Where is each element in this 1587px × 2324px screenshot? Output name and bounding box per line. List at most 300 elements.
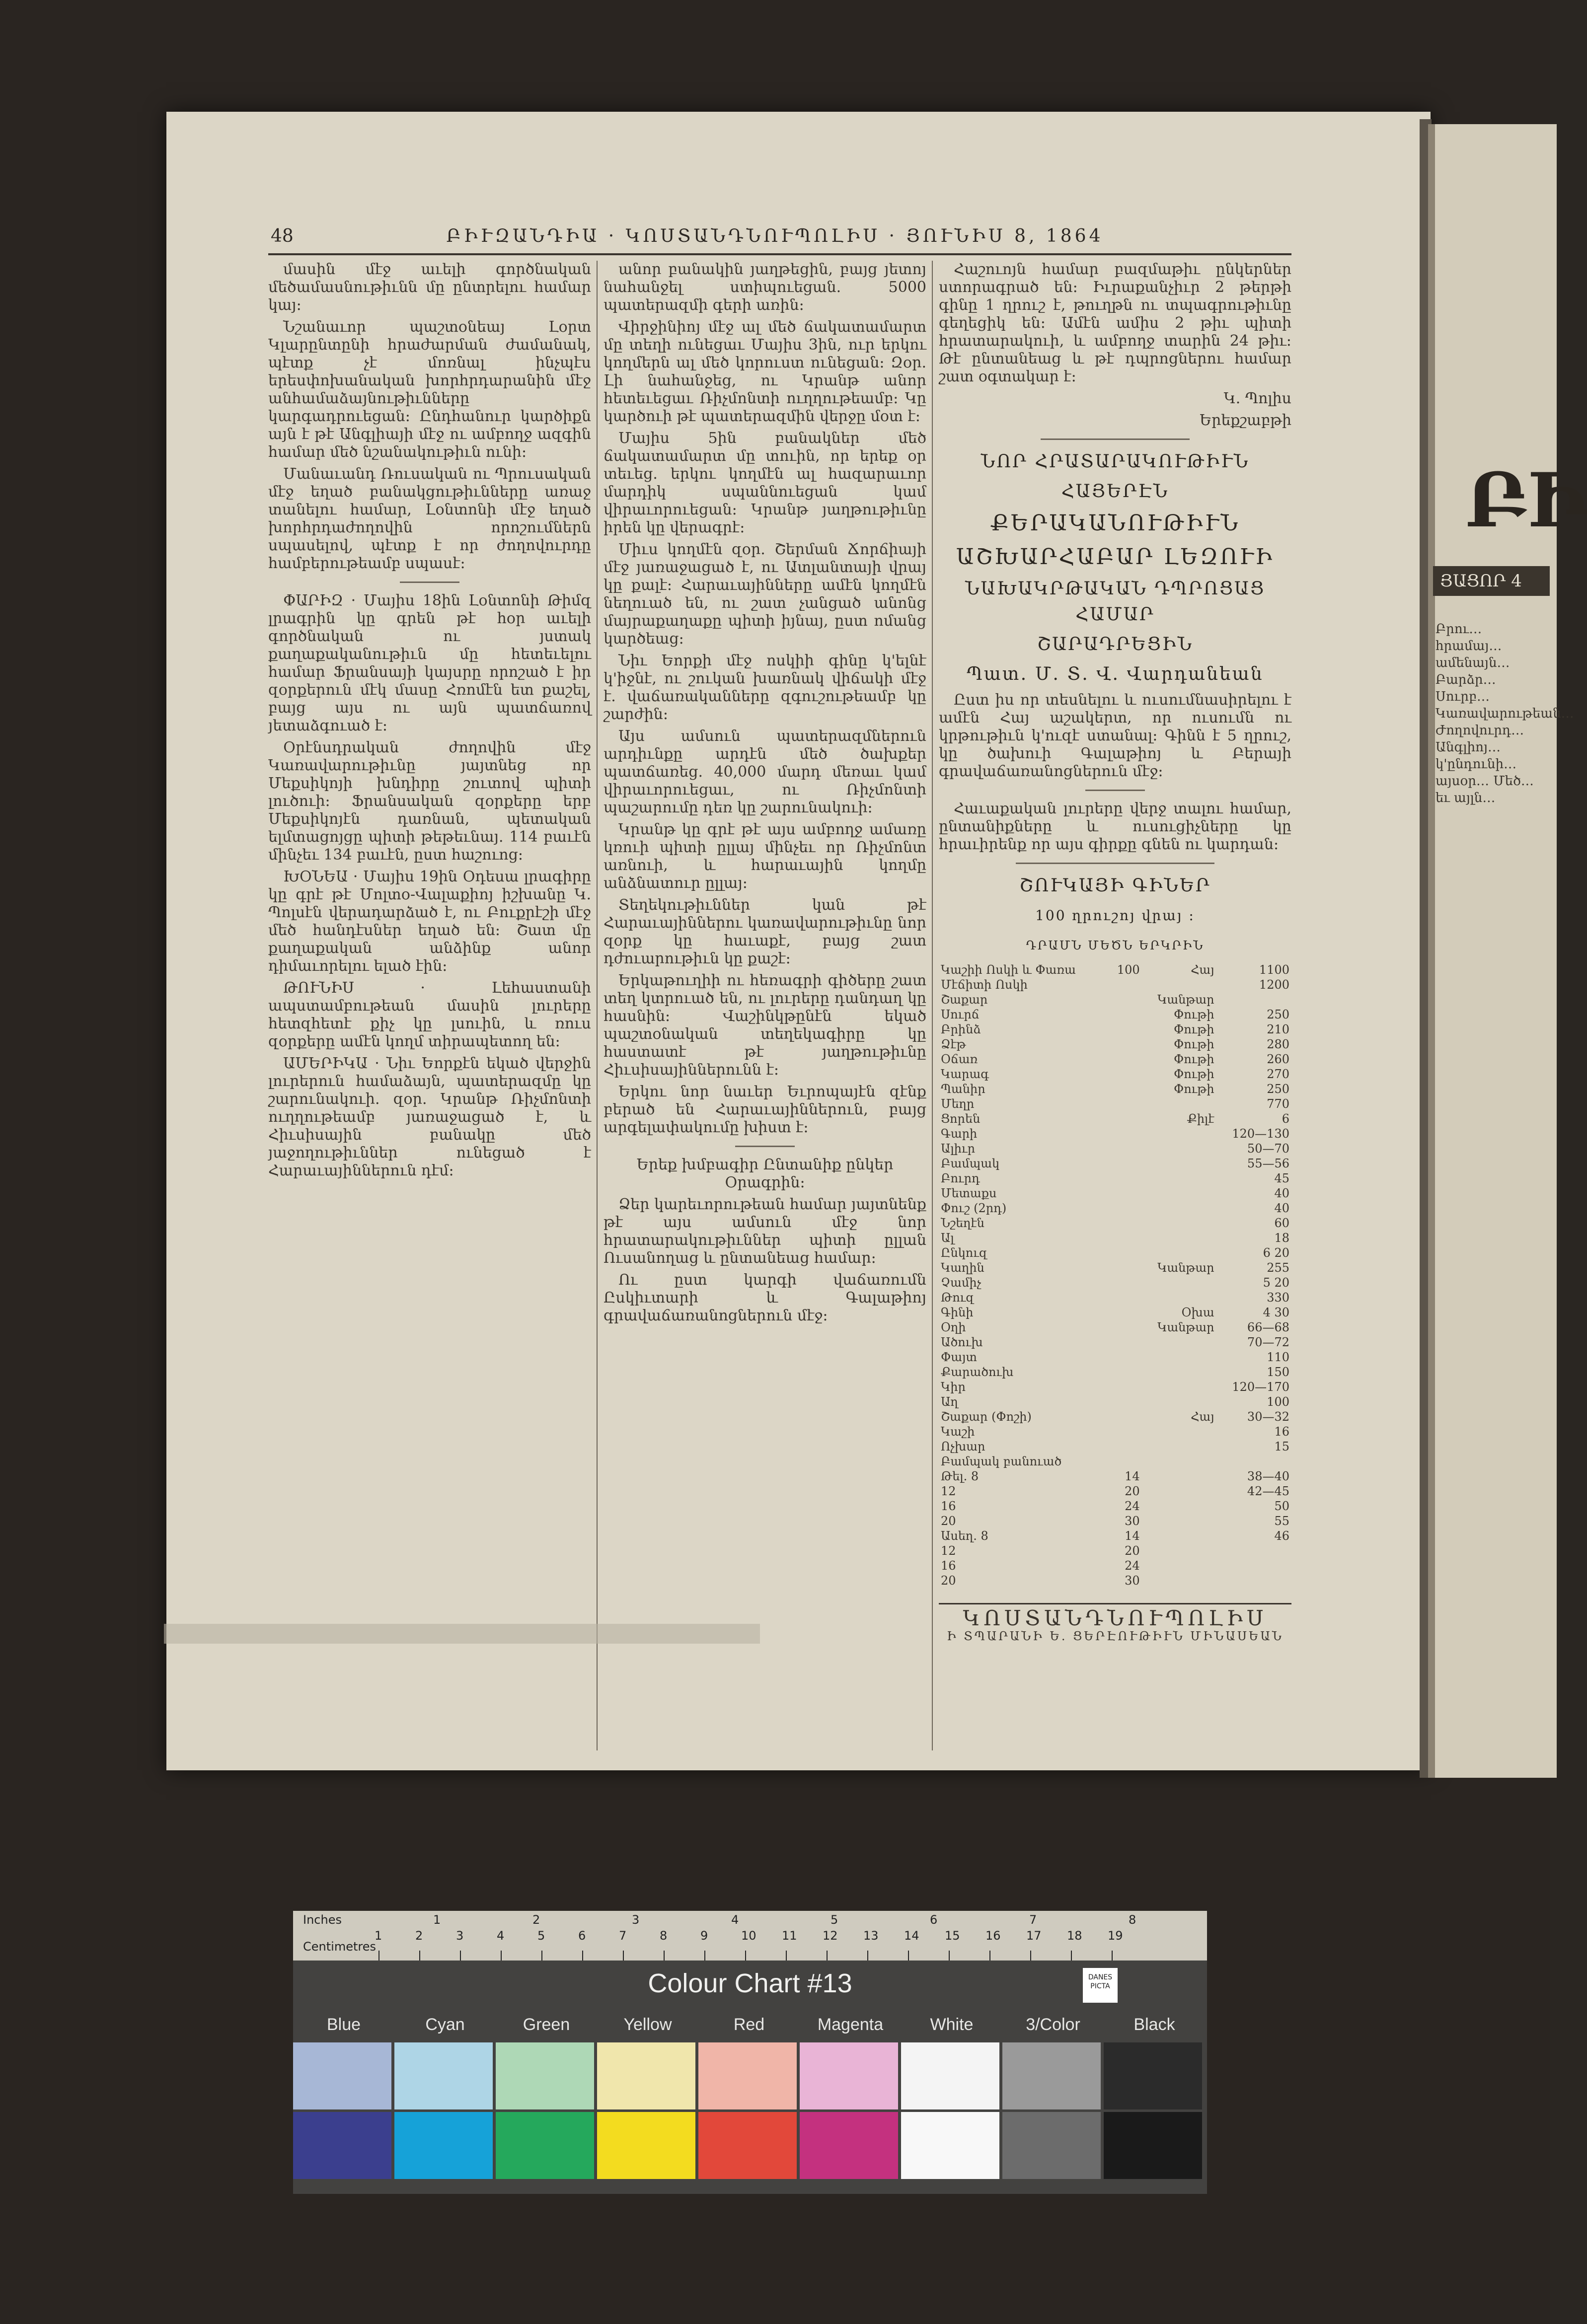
price-cell bbox=[1142, 1216, 1216, 1231]
price-cell: Բամպակ bbox=[941, 1157, 1000, 1170]
price-cell bbox=[1216, 1454, 1291, 1469]
ruler-inch-mark: 8 bbox=[1129, 1913, 1136, 1927]
price-row bbox=[939, 992, 1291, 1007]
price-cell: 24 bbox=[1125, 1499, 1140, 1513]
facing-page-masthead: ԲԻ bbox=[1465, 457, 1587, 544]
price-cell: 250 bbox=[1267, 1082, 1289, 1096]
ruler-tick bbox=[1030, 1951, 1031, 1961]
price-cell bbox=[1142, 1096, 1216, 1111]
swatch-tint bbox=[293, 2042, 391, 2109]
ruler-inch-mark: 7 bbox=[1029, 1913, 1037, 1927]
ruler-cm-mark: 16 bbox=[985, 1929, 1001, 1943]
price-cell: 50—70 bbox=[1247, 1142, 1289, 1156]
price-cell bbox=[1142, 1350, 1216, 1365]
price-cell: Քարածուխ bbox=[941, 1365, 1014, 1379]
colour-chart bbox=[293, 1911, 1207, 2194]
swatch-tint bbox=[698, 2042, 797, 2109]
prices-subtitle: 100 ղրուշոյ վրայ ։ bbox=[1035, 907, 1195, 924]
price-cell: 6 20 bbox=[1263, 1246, 1289, 1260]
price-cell: 250 bbox=[1267, 1008, 1289, 1021]
price-row bbox=[939, 1245, 1291, 1260]
price-row bbox=[939, 1231, 1291, 1245]
price-cell: Կաշի bbox=[941, 1425, 975, 1439]
ruler-cm-mark: 17 bbox=[1026, 1929, 1042, 1943]
price-cell bbox=[1109, 1260, 1142, 1275]
ruler-inch-mark: 6 bbox=[930, 1913, 938, 1927]
price-cell bbox=[1142, 1499, 1216, 1514]
price-cell bbox=[1142, 1156, 1216, 1171]
section-divider bbox=[400, 581, 459, 583]
paragraph: Երկաթուղիի ու հեռագրի գիծերը շատ տեղ կտրուած են, ու լուրերը դանդաղ կը հասնին։ Վաշինկթընէն եկած պաշտօնական տեղեկագիրը կը հաստատէ թէ յաղթութիւնը Հիւսիսայիններունն է։ bbox=[604, 972, 926, 1079]
swatch-tint bbox=[597, 2042, 695, 2109]
swatch-label: White bbox=[930, 2015, 974, 2034]
price-cell: 20 bbox=[941, 1514, 956, 1528]
ruler-tick bbox=[908, 1951, 909, 1961]
ruler-tick bbox=[786, 1951, 787, 1961]
swatch-solid bbox=[1104, 2112, 1202, 2179]
price-cell bbox=[1142, 1365, 1216, 1380]
price-row bbox=[939, 1007, 1291, 1022]
price-cell bbox=[1109, 1409, 1142, 1424]
price-cell bbox=[1142, 1171, 1216, 1186]
price-row bbox=[939, 1528, 1291, 1543]
price-cell: Ածուխ bbox=[941, 1335, 983, 1349]
price-cell bbox=[1142, 1126, 1216, 1141]
price-row bbox=[939, 1573, 1291, 1588]
swatch-solid bbox=[1002, 2112, 1101, 2179]
price-cell: Օճառ bbox=[941, 1052, 978, 1066]
price-cell: Գարի bbox=[941, 1127, 978, 1141]
price-cell: 770 bbox=[1267, 1097, 1289, 1111]
paragraph: Ձեր կարեւորութեան համար յայտնենք թէ այս ամսուն մէջ նոր հրատարակութիւններ պիտի ըլլան Ուսանողաց և ընտանեաց համար։ bbox=[604, 1196, 926, 1267]
price-cell bbox=[1109, 992, 1142, 1007]
paragraph: Հաշուոյն համար բազմաթիւ ընկերներ ստորագրած են։ Իւրաքանչիւր 2 թերթի գինը 1 ղրուշ է, թուղթն ու տպագրութիւնը գեղեցիկ են։ Ամէն ամիս 2 թիւ պիտի հրատարակուի, և ամբողջ տարին 24 թիւ։ Թէ ընտանեաց և թէ դպրոցներու համար շատ օգտակար է։ bbox=[939, 261, 1291, 385]
price-cell: 40 bbox=[1274, 1201, 1289, 1215]
price-row bbox=[939, 1186, 1291, 1201]
paragraph: ԹՈՒՆԻՍ · Լեհաստանի ապստամբութեան մասին լուրերը հետզհետէ քիչ կը լսուին, և ռուս զօրքերը ամէն կողմ տիրապետող են։ bbox=[268, 979, 591, 1050]
price-cell: Գինի bbox=[941, 1306, 974, 1319]
price-cell: 120—170 bbox=[1232, 1380, 1289, 1394]
signature: Երեքշաբթի bbox=[1200, 412, 1291, 429]
section-divider bbox=[1085, 790, 1145, 791]
page-edge-tear bbox=[164, 1624, 760, 1644]
price-row bbox=[939, 977, 1291, 992]
price-cell: 46 bbox=[1274, 1529, 1289, 1543]
price-cell: 100 bbox=[1117, 963, 1140, 977]
ruler-cm-mark: 18 bbox=[1067, 1929, 1082, 1943]
price-cell: Բուրդ bbox=[941, 1171, 980, 1185]
imprint bbox=[939, 1603, 1291, 1645]
column-3 bbox=[939, 261, 1291, 1750]
swatch-label: 3/Color bbox=[1026, 2015, 1080, 2034]
price-row bbox=[939, 962, 1291, 977]
price-cell: 42—45 bbox=[1247, 1484, 1289, 1498]
price-cell bbox=[1109, 1320, 1142, 1335]
price-row bbox=[939, 1290, 1291, 1305]
swatch-tint bbox=[1002, 2042, 1101, 2109]
ruler bbox=[293, 1911, 1207, 1961]
price-cell: 16 bbox=[1274, 1425, 1289, 1439]
price-cell bbox=[1142, 1186, 1216, 1201]
price-cell bbox=[1142, 1543, 1216, 1558]
price-cell bbox=[1142, 1573, 1216, 1588]
ruler-cm-mark: 12 bbox=[823, 1929, 838, 1943]
price-cell: Բրինձ bbox=[941, 1022, 981, 1036]
price-cell bbox=[1109, 1141, 1142, 1156]
price-cell bbox=[1142, 1439, 1216, 1454]
masthead: ԲԻՒԶԱՆԴԻԱ · ԿՈՍՏԱՆԴՆՈՒՊՈԼԻՍ · ՅՈՒՆԻՍ 8, 1864 bbox=[446, 226, 1104, 246]
price-cell bbox=[1142, 1558, 1216, 1573]
signature: Կ. Պոլիս bbox=[1223, 390, 1291, 407]
swatch-label: Blue bbox=[326, 2015, 361, 2034]
price-cell bbox=[1142, 1335, 1216, 1350]
price-cell: Փութի bbox=[1173, 1052, 1214, 1066]
price-cell: Օխա bbox=[1181, 1306, 1214, 1319]
paragraph: անոր բանակին յաղթեցին, բայց յետոյ նահանջել ստիպուեցան. 5000 պատերազմի գերի առին։ bbox=[604, 261, 926, 314]
swatch-label: Yellow bbox=[623, 2015, 672, 2034]
ad-title: ՆՈՐ ՀՐԱՏԱՐԱԿՈՒԹԻՒՆ bbox=[981, 451, 1250, 472]
swatch-tint bbox=[496, 2042, 594, 2109]
price-cell bbox=[1109, 1454, 1142, 1469]
price-cell: Ասեղ. 8 bbox=[941, 1529, 988, 1543]
price-cell: 12 bbox=[941, 1544, 956, 1558]
ruler-cm-mark: 3 bbox=[456, 1929, 464, 1943]
swatch-solid bbox=[293, 2112, 391, 2179]
price-cell bbox=[1109, 1156, 1142, 1171]
swatch-tint bbox=[394, 2042, 493, 2109]
price-cell bbox=[1109, 977, 1142, 992]
price-cell bbox=[1109, 1052, 1142, 1067]
prices-title: ՇՈՒԿԱՅԻ ԳԻՆԵՐ bbox=[1019, 875, 1211, 896]
ruler-cm-mark: 14 bbox=[904, 1929, 919, 1943]
price-cell bbox=[1109, 1037, 1142, 1052]
price-cell: Փութի bbox=[1173, 1037, 1214, 1051]
paragraph: Մանաւանդ Ռուսական ու Պրուսական մէջ եղած բանակցութիւնները առաջ տանելու համար, Լօնտոնի մէջ եղած խորհրդաժողովին որոշումներն սպասելով, պէտք է որ ժողովուրդը համբերութեամբ սպասէ։ bbox=[268, 465, 591, 572]
ad-title: ՆԱԽԱԿՐԹԱԿԱՆ ԴՊՐՈՑԱՑ ՀԱՄԱՐ bbox=[965, 579, 1266, 625]
facing-page-text: Բրու… հրամայ… ամենայն… Բարձր… Սուրբ… Կառավարութեան… Ժողովուրդ… Անգլիոյ… կ'ընդունի… այսօր… Մեծ… եւ այլն… bbox=[1436, 622, 1574, 805]
paragraph: Օրէնսդրական ժողովին մէջ Կառավարութիւնը յայտնեց որ Մեքսիկոյի խնդիրը շուտով պիտի լուծուի։ Ֆրանսական զօրքերը երբ Մեքսիկոյէն դառնան, պետական ելմտացոյցը պիտի թեթեւնայ. 114 բաւէն մինչեւ 134 բաւէն, ըստ հաշուոց։ bbox=[268, 739, 591, 864]
ruler-tick bbox=[419, 1951, 420, 1961]
paragraph: Վիրջինիոյ մէջ ալ մեծ ճակատամարտ մը տեղի ունեցաւ Մայիս 3ին, ուր երկու կողմերն ալ մեծ կորուստ ունեցան։ Զօր. Լի նահանջեց, ու Կրանթ անոր հետեւեցաւ Ռիչմոնտի ուղղութեամբ։ Կը կարծուի թէ պատերազմին վերջը մօտ է։ bbox=[604, 318, 926, 425]
ruler-inch-mark: 1 bbox=[433, 1913, 441, 1927]
price-cell: Քիլէ bbox=[1187, 1112, 1214, 1126]
page-header bbox=[271, 226, 1279, 251]
ruler-cm-mark: 8 bbox=[660, 1929, 668, 1943]
column-1 bbox=[268, 261, 591, 1750]
price-cell: 270 bbox=[1267, 1067, 1289, 1081]
price-row bbox=[939, 1082, 1291, 1096]
price-cell bbox=[1142, 1469, 1216, 1484]
price-cell bbox=[1142, 1245, 1216, 1260]
price-cell: 12 bbox=[941, 1484, 956, 1498]
price-cell bbox=[1109, 1365, 1142, 1380]
price-cell bbox=[1142, 1275, 1216, 1290]
price-cell: Կարագ bbox=[941, 1067, 989, 1081]
price-row bbox=[939, 1469, 1291, 1484]
price-cell bbox=[1109, 1394, 1142, 1409]
price-cell: Ոչխար bbox=[941, 1440, 985, 1453]
price-cell: 100 bbox=[1267, 1395, 1289, 1409]
ruler-tick bbox=[664, 1951, 665, 1961]
price-cell: Կանթար bbox=[1157, 993, 1214, 1007]
price-row bbox=[939, 1201, 1291, 1216]
ruler-tick bbox=[827, 1951, 828, 1961]
paragraph: Միւս կողմէն զօր. Շերման Ճորճիայի մէջ յառաջացած է, ու Ատլանտայի վրայ կը քալէ։ Հարաւայինները ամէն կողմէն նեղուած են, ու շատ չանցած անոնց մայրաքաղաքը պիտի իյնայ, ըստ ոմանց կարծեաց։ bbox=[604, 541, 926, 648]
price-cell: Փութի bbox=[1173, 1082, 1214, 1096]
price-cell: 20 bbox=[941, 1574, 956, 1588]
imprint-printer: Ի ՏՊԱՐԱՆԻ Ե. ՑԵՐԷՈՒԹԻՒՆ ՄԻՆԱՍԵԱՆ bbox=[947, 1629, 1284, 1643]
price-cell: 55 bbox=[1274, 1514, 1289, 1528]
ruler-tick bbox=[1071, 1951, 1072, 1961]
price-cell bbox=[1142, 1454, 1216, 1469]
price-row bbox=[939, 1067, 1291, 1082]
swatch-label: Magenta bbox=[817, 2015, 884, 2034]
chart-title: Colour Chart #13 bbox=[648, 1968, 852, 1998]
paragraph: Ու ըստ կարգի վաճառումն Ըսկիւտարի և Գալաթիոյ գրավաճառանոցներուն մէջ։ bbox=[604, 1271, 926, 1324]
ruler-cm-mark: 1 bbox=[375, 1929, 382, 1943]
prices-table bbox=[939, 962, 1291, 1588]
price-cell: 210 bbox=[1267, 1022, 1289, 1036]
price-row bbox=[939, 1171, 1291, 1186]
ruler-cm-mark: 19 bbox=[1108, 1929, 1123, 1943]
price-row bbox=[939, 1156, 1291, 1171]
price-cell: Մէճիտի Ոսկի bbox=[941, 978, 1028, 992]
price-row bbox=[939, 1439, 1291, 1454]
price-cell: 15 bbox=[1274, 1440, 1289, 1453]
ruler-tick bbox=[704, 1951, 705, 1961]
price-cell: Կանթար bbox=[1157, 1261, 1214, 1275]
ruler-inch-mark: 4 bbox=[731, 1913, 739, 1927]
swatch-solid bbox=[698, 2112, 797, 2179]
price-cell: 120—130 bbox=[1232, 1127, 1289, 1141]
price-cell bbox=[1142, 977, 1216, 992]
price-cell: 30 bbox=[1125, 1514, 1140, 1528]
price-cell: 6 bbox=[1282, 1112, 1289, 1126]
price-cell: 330 bbox=[1267, 1291, 1289, 1305]
price-row bbox=[939, 1514, 1291, 1528]
price-cell: 45 bbox=[1274, 1171, 1289, 1185]
price-cell bbox=[1142, 1201, 1216, 1216]
swatch-solid bbox=[901, 2112, 999, 2179]
prices-header: ԴՐԱՄՆ ՄԵԾՆ ԵՐԿՐԻՆ bbox=[1026, 939, 1205, 952]
price-cell bbox=[1109, 1380, 1142, 1394]
ruler-cm-mark: 7 bbox=[619, 1929, 627, 1943]
price-cell bbox=[1216, 1558, 1291, 1573]
price-cell: 38—40 bbox=[1247, 1469, 1289, 1483]
ruler-cm-mark: 11 bbox=[782, 1929, 797, 1943]
price-cell: 260 bbox=[1267, 1052, 1289, 1066]
ruler-tick bbox=[460, 1951, 461, 1961]
price-cell: 14 bbox=[1125, 1529, 1140, 1543]
column-2 bbox=[604, 261, 926, 1726]
price-cell: 55—56 bbox=[1247, 1157, 1289, 1170]
ad-title: ՀԱՅԵՐԷՆ bbox=[1061, 481, 1169, 502]
paragraph: Հաւաքական լուրերը վերջ տալու համար, ընտանիքները և ուսուցիչները կը հրաւիրենք որ այս գիրքը գնեն ու կարդան։ bbox=[939, 800, 1291, 853]
ruler-tick bbox=[378, 1951, 379, 1961]
ruler-inch-mark: 3 bbox=[632, 1913, 640, 1927]
price-cell bbox=[1109, 1126, 1142, 1141]
price-row bbox=[939, 1350, 1291, 1365]
price-row bbox=[939, 1365, 1291, 1380]
price-cell bbox=[1109, 1186, 1142, 1201]
ruler-tick bbox=[989, 1951, 990, 1961]
price-cell bbox=[1109, 1305, 1142, 1320]
ad-title: ՔԵՐԱԿԱՆՈՒԹԻՒՆ bbox=[990, 510, 1240, 536]
paragraph: Կրանթ կը գրէ թէ այս ամբողջ ամառը կռուի պիտի ըլլայ մինչեւ որ Ռիչմոնտ առնուի, և հարաւային կողմը անձնատուր ըլլայ։ bbox=[604, 821, 926, 892]
ruler-tick bbox=[949, 1951, 950, 1961]
page-number: 48 bbox=[271, 226, 294, 246]
swatch-solid bbox=[394, 2112, 493, 2179]
price-cell: Փայտ bbox=[941, 1350, 977, 1364]
price-cell: 30—32 bbox=[1247, 1410, 1289, 1424]
ruler-tick bbox=[582, 1951, 583, 1961]
price-cell: 16 bbox=[941, 1499, 956, 1513]
swatch-label: Cyan bbox=[425, 2015, 465, 2034]
ruler-tick bbox=[745, 1951, 746, 1961]
price-row bbox=[939, 1052, 1291, 1067]
price-row bbox=[939, 1126, 1291, 1141]
price-cell bbox=[1109, 1067, 1142, 1082]
price-row bbox=[939, 1454, 1291, 1469]
price-cell bbox=[1142, 1231, 1216, 1245]
ruler-cm-mark: 6 bbox=[578, 1929, 586, 1943]
price-cell bbox=[1109, 1007, 1142, 1022]
price-cell: Հայ bbox=[1191, 1410, 1214, 1424]
price-cell: Թել. 8 bbox=[941, 1469, 979, 1483]
paragraph: ՓԱՐԻԶ · Մայիս 18ին Լօնտոնի Թիմզ լրագրին կը գրեն թէ հօր աւելի գործնական ու յստակ քաղաքականութիւն մը հետեւելու համար Ֆրանսայի կայսրը որոշած է իր զօրքերուն մէկ մասը Հռոմէն ետ քաշել, բայց այս ու այն պատճառով յետաձգուած է։ bbox=[268, 592, 591, 734]
price-cell bbox=[1142, 1424, 1216, 1439]
paragraph: Նշանաւոր պաշտօնեայ Լօրտ Կլարընտընի հրաժարման ժամանակ, պէտք չէ մոռնալ ինչպէս երեսփոխանական խորհրդարանին մէջ անհամաձայնութիւնները կարգադրուեցան։ Ընդհանուր կարծիքն այն է թէ Անգլիայի մէջ ու ամբողջ ազգին համար մեծ նշանակութիւն ունի։ bbox=[268, 318, 591, 461]
ad-title: ԱՇԽԱՐՀԱԲԱՐ ԼԵԶՈՒԻ bbox=[956, 544, 1275, 570]
swatch-tint bbox=[800, 2042, 898, 2109]
facing-page-bar bbox=[1433, 566, 1550, 596]
price-cell: Աղ bbox=[941, 1395, 958, 1409]
swatch-solid bbox=[800, 2112, 898, 2179]
paragraph: Այս ամսուն պատերազմներուն արդիւնքը արդէն մեծ ծախքեր պատճառեց. 40,000 մարդ մեռաւ կամ վիրաւորուեցաւ, ու Ռիչմոնտի պաշարումը դեռ կը շարունակուի։ bbox=[604, 727, 926, 816]
price-cell bbox=[1216, 1573, 1291, 1588]
price-cell: Պանիր bbox=[941, 1082, 985, 1096]
column-divider bbox=[597, 261, 598, 1750]
price-cell bbox=[1109, 1245, 1142, 1260]
column-divider bbox=[932, 261, 933, 1750]
price-cell bbox=[1109, 1201, 1142, 1216]
ruler-cm-mark: 9 bbox=[700, 1929, 708, 1943]
price-row bbox=[939, 1484, 1291, 1499]
ruler-cm-mark: 10 bbox=[741, 1929, 756, 1943]
price-cell bbox=[1109, 1096, 1142, 1111]
facing-page-bar-text: ՅԱՑՈՐ 4 bbox=[1440, 571, 1522, 591]
price-cell: 150 bbox=[1267, 1365, 1289, 1379]
paragraph: ԱՄԵՐԻԿԱ · Նիւ Եորքէն եկած վերջին լուրերուն համաձայն, պատերազմը կը շարունակուի. զօր. Կրանթ Ռիչմոնտի ուղղութեամբ յառաջացած է, և Հիւսիսային բանակը մեծ յաջողութիւններ ունեցած է Հարաւայիններուն դէմ։ bbox=[268, 1055, 591, 1179]
paragraph: ԽՕՆԵԱ · Մայիս 19ին Օդեսա լրագիրը կը գրէ թէ Մոլտօ-Վալաքիոյ իշխանը Կ. Պոլսէն վերադարձած է, ու Բուքրէշի մէջ մեծ հանդէսներ եղած են։ Շատ մը քաղաքական անձինք անոր դիմաւորելու ելած էին։ bbox=[268, 868, 591, 975]
paragraph: մասին մէջ աւելի գործնական մեծամասնութիւնն մը ընտրելու համար կայ։ bbox=[268, 261, 591, 314]
price-row bbox=[939, 1499, 1291, 1514]
price-cell: Ալ bbox=[941, 1231, 954, 1245]
section-divider bbox=[1016, 863, 1214, 864]
price-cell: Օղի bbox=[941, 1320, 966, 1334]
ad-author: Պատ․ Մ․ Տ․ Վ․ Վարդանեան bbox=[967, 664, 1264, 684]
ruler-tick bbox=[867, 1951, 868, 1961]
section-divider bbox=[1041, 438, 1190, 440]
price-cell: 40 bbox=[1274, 1186, 1289, 1200]
price-cell: 4 30 bbox=[1263, 1306, 1289, 1319]
price-cell bbox=[1142, 1290, 1216, 1305]
ruler-tick bbox=[623, 1951, 624, 1961]
price-cell: Շաքար (Փոշի) bbox=[941, 1410, 1032, 1424]
ruler-inch-mark: 5 bbox=[831, 1913, 838, 1927]
price-row bbox=[939, 1037, 1291, 1052]
price-cell: Փութի bbox=[1173, 1022, 1214, 1036]
swatch-tint bbox=[901, 2042, 999, 2109]
price-cell: 70—72 bbox=[1247, 1335, 1289, 1349]
price-cell: Նշեղէն bbox=[941, 1216, 984, 1230]
price-cell bbox=[1142, 1484, 1216, 1499]
price-cell: 1200 bbox=[1259, 978, 1289, 992]
ruler-tick bbox=[501, 1951, 502, 1961]
price-cell: 20 bbox=[1125, 1544, 1140, 1558]
price-row bbox=[939, 1275, 1291, 1290]
price-row bbox=[939, 1022, 1291, 1037]
paragraph: Երկու նոր նաւեր Եւրոպայէն զէնք բերած են Հարաւայիններուն, բայց արգելափակումը խիստ է։ bbox=[604, 1083, 926, 1136]
price-cell: 30 bbox=[1125, 1574, 1140, 1588]
price-row bbox=[939, 1305, 1291, 1320]
price-cell: Ցորեն bbox=[941, 1112, 981, 1126]
price-cell bbox=[1109, 1335, 1142, 1350]
price-cell bbox=[1109, 1439, 1142, 1454]
price-cell: 24 bbox=[1125, 1559, 1140, 1573]
ruler-cm-mark: 15 bbox=[945, 1929, 960, 1943]
price-cell bbox=[1216, 1543, 1291, 1558]
paragraph: Տեղեկութիւններ կան թէ Հարաւայիններու կառավարութիւնը նոր զօրք կը հաւաքէ, բայց շատ դժուարութիւն կը քաշէ։ bbox=[604, 896, 926, 967]
price-row bbox=[939, 1394, 1291, 1409]
price-cell: 5 20 bbox=[1263, 1276, 1289, 1290]
price-row bbox=[939, 1260, 1291, 1275]
price-cell: Ալիւր bbox=[941, 1142, 976, 1156]
price-cell bbox=[1142, 1380, 1216, 1394]
notice-heading: Երեք խմբագիր Ընտանիք ընկեր Օրագրին։ bbox=[636, 1156, 894, 1191]
price-cell: Կաշիի Ոսկի և Փառա bbox=[941, 963, 1076, 977]
price-cell: 50 bbox=[1274, 1499, 1289, 1513]
swatch-label: Red bbox=[733, 2015, 765, 2034]
paragraph: Նիւ Եորքի մէջ ոսկիի գինը կ'ելնէ կ'իջնէ, ու շուկան խառնակ վիճակի մէջ է. վաճառականները զգուշութեամբ կը շարժին։ bbox=[604, 652, 926, 723]
price-row bbox=[939, 1320, 1291, 1335]
ruler-inch-mark: 2 bbox=[532, 1913, 540, 1927]
price-cell bbox=[1142, 1394, 1216, 1409]
price-cell bbox=[1109, 1022, 1142, 1037]
price-cell: Բամպակ բանուած bbox=[941, 1454, 1062, 1468]
price-cell: Սուրճ bbox=[941, 1008, 980, 1021]
price-row bbox=[939, 1558, 1291, 1573]
ruler-cm-mark: 2 bbox=[415, 1929, 423, 1943]
ruler-inches-label: Inches bbox=[303, 1913, 342, 1927]
price-row bbox=[939, 1335, 1291, 1350]
price-cell bbox=[1216, 992, 1291, 1007]
price-cell: 110 bbox=[1267, 1350, 1289, 1364]
price-cell: 18 bbox=[1274, 1231, 1289, 1245]
price-cell bbox=[1142, 1141, 1216, 1156]
section-divider bbox=[735, 1146, 795, 1147]
price-cell: 20 bbox=[1125, 1484, 1140, 1498]
price-cell: Հայ bbox=[1191, 963, 1214, 977]
price-cell: 14 bbox=[1125, 1469, 1140, 1483]
ruler-cm-mark: 5 bbox=[537, 1929, 545, 1943]
swatch-solid bbox=[496, 2112, 594, 2179]
price-cell: Փութի bbox=[1173, 1067, 1214, 1081]
ruler-cm-mark: 13 bbox=[863, 1929, 879, 1943]
brand-logo: DANES PICTA bbox=[1083, 1968, 1118, 2003]
ruler-cm-mark: 4 bbox=[497, 1929, 505, 1943]
price-cell: Մետաքս bbox=[941, 1186, 997, 1200]
